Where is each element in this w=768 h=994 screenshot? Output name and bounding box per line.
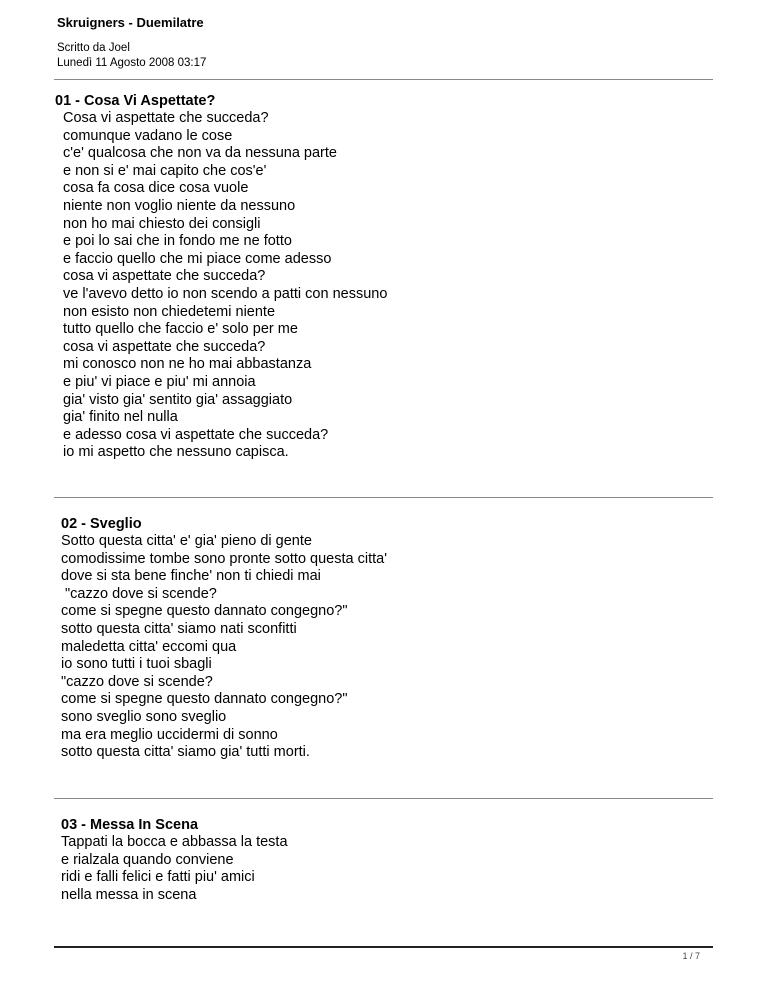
song-title: 01 - Cosa Vi Aspettate? xyxy=(55,93,216,109)
lyric-line: e rialzala quando conviene xyxy=(61,851,234,868)
header-divider xyxy=(54,79,713,80)
lyric-line: gia' finito nel nulla xyxy=(63,409,178,426)
author-line: Scritto da Joel xyxy=(57,42,130,54)
lyric-line: c'e' qualcosa che non va da nessuna parte xyxy=(63,145,337,162)
lyric-line: comodissime tombe sono pronte sotto questa citta' xyxy=(61,550,387,567)
lyric-line: e faccio quello che mi piace come adesso xyxy=(63,250,332,267)
lyric-line: mi conosco non ne ho mai abbastanza xyxy=(63,356,312,373)
lyric-line: cosa vi aspettate che succeda? xyxy=(63,338,266,355)
section-divider xyxy=(54,798,713,799)
page-number: 1 / 7 xyxy=(682,951,700,961)
lyric-line: Cosa vi aspettate che succeda? xyxy=(63,110,269,126)
lyric-line: Tappati la bocca e abbassa la testa xyxy=(61,834,288,850)
footer-divider xyxy=(54,946,713,948)
song-lyrics xyxy=(55,533,705,762)
song-title: 02 - Sveglio xyxy=(61,516,142,532)
lyric-line: come si spegne questo dannato congegno?" xyxy=(61,691,348,708)
lyric-line: cosa vi aspettate che succeda? xyxy=(63,268,266,285)
song-lyrics xyxy=(55,110,705,462)
article-meta xyxy=(57,41,713,71)
date-line: Lunedì 11 Agosto 2008 03:17 xyxy=(57,57,207,69)
lyric-line: non esisto non chiedetemi niente xyxy=(63,303,276,320)
lyric-line: gia' visto gia' sentito gia' assaggiato xyxy=(63,391,293,408)
lyric-line: sotto questa citta' siamo gia' tutti morti. xyxy=(61,744,310,761)
lyric-line: cosa fa cosa dice cosa vuole xyxy=(63,180,249,197)
lyric-line: ridi e falli felici e fatti piu' amici xyxy=(61,869,255,886)
lyric-line: io mi aspetto che nessuno capisca. xyxy=(63,444,289,461)
song-section-2 xyxy=(55,515,705,762)
lyric-line: dove si sta bene finche' non ti chiedi mai xyxy=(61,568,321,585)
lyric-line: e piu' vi piace e piu' mi annoia xyxy=(63,373,256,390)
lyric-line: Sotto questa citta' e' gia' pieno di gente xyxy=(61,533,312,549)
page-title: Skruigners - Duemilatre xyxy=(57,15,204,30)
lyric-line: comunque vadano le cose xyxy=(63,127,233,144)
lyric-line: e adesso cosa vi aspettate che succeda? xyxy=(63,426,329,443)
lyric-line: non ho mai chiesto dei consigli xyxy=(63,215,261,232)
lyric-line: "cazzo dove si scende? xyxy=(61,673,213,690)
lyric-line: io sono tutti i tuoi sbagli xyxy=(61,656,212,673)
lyric-line: niente non voglio niente da nessuno xyxy=(63,197,296,214)
section-divider xyxy=(54,497,713,498)
lyric-line: nella messa in scena xyxy=(61,886,197,903)
lyric-line: maledetta citta' eccomi qua xyxy=(61,638,237,655)
song-title: 03 - Messa In Scena xyxy=(61,817,199,833)
song-lyrics xyxy=(55,834,705,904)
lyric-line: tutto quello che faccio e' solo per me xyxy=(63,321,298,338)
lyric-line: e non si e' mai capito che cos'e' xyxy=(63,162,267,179)
lyric-line: "cazzo dove si scende? xyxy=(61,585,217,602)
song-section-3 xyxy=(55,816,705,904)
article-header xyxy=(57,14,713,71)
lyric-line: sono sveglio sono sveglio xyxy=(61,708,227,725)
lyric-line: sotto questa citta' siamo nati sconfitti xyxy=(61,620,297,637)
song-section-1 xyxy=(55,92,705,462)
lyric-line: come si spegne questo dannato congegno?" xyxy=(61,603,348,620)
lyric-line: ma era meglio uccidermi di sonno xyxy=(61,726,278,743)
lyric-line: ve l'avevo detto io non scendo a patti con nessuno xyxy=(63,285,388,302)
lyric-line: e poi lo sai che in fondo me ne fotto xyxy=(63,233,292,250)
